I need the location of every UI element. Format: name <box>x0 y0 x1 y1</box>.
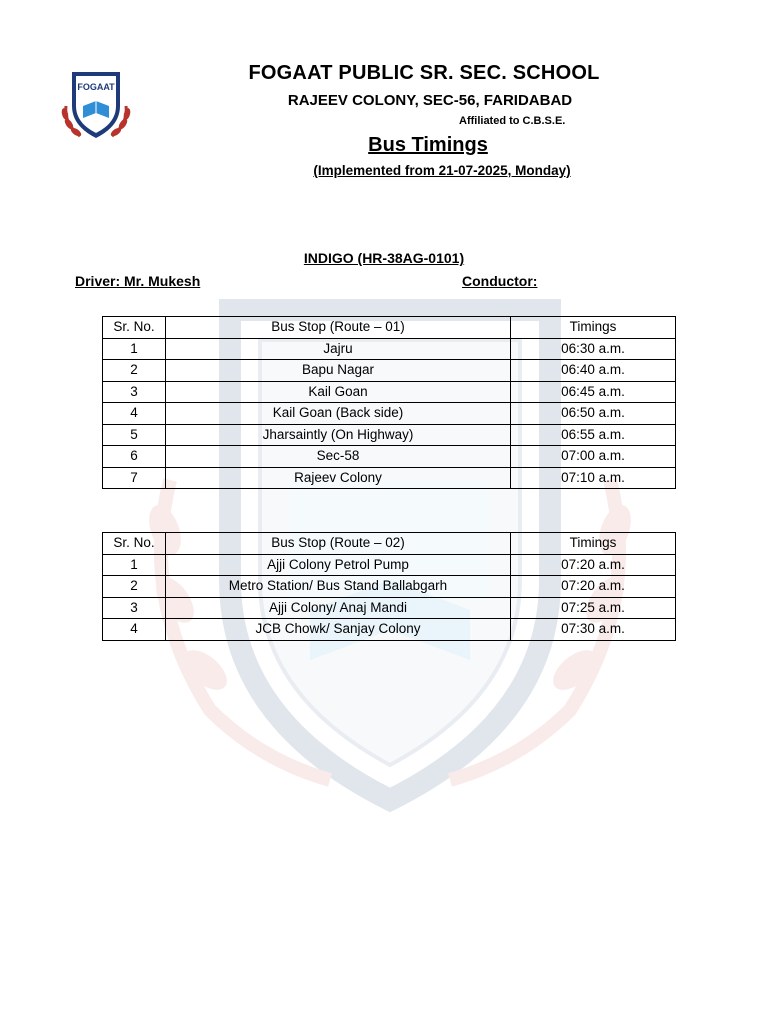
table-cell: Rajeev Colony <box>166 467 511 489</box>
table-cell: Ajji Colony Petrol Pump <box>166 554 511 576</box>
affiliation: Affiliated to C.B.S.E. <box>459 115 566 127</box>
table-cell: Sec-58 <box>166 446 511 468</box>
table-cell: 06:55 a.m. <box>511 424 676 446</box>
school-name: FOGAAT PUBLIC SR. SEC. SCHOOL <box>248 62 600 84</box>
column-header: Bus Stop (Route – 02) <box>166 533 511 555</box>
table-header-row <box>103 317 676 339</box>
route-01-table <box>102 316 676 489</box>
table-cell: 4 <box>103 619 166 641</box>
table-row <box>103 381 676 403</box>
column-header: Sr. No. <box>103 533 166 555</box>
table-cell: Metro Station/ Bus Stand Ballabgarh <box>166 576 511 598</box>
table-cell: 3 <box>103 597 166 619</box>
table-cell: 07:20 a.m. <box>511 554 676 576</box>
table-row <box>103 338 676 360</box>
table-cell: 07:20 a.m. <box>511 576 676 598</box>
table-cell: Jharsaintly (On Highway) <box>166 424 511 446</box>
column-header: Timings <box>511 533 676 555</box>
table-row <box>103 360 676 382</box>
table-cell: 07:25 a.m. <box>511 597 676 619</box>
logo-text: FOGAAT <box>77 82 115 92</box>
table-cell: 2 <box>103 576 166 598</box>
table-cell: 06:45 a.m. <box>511 381 676 403</box>
column-header: Timings <box>511 317 676 339</box>
table-cell: Kail Goan (Back side) <box>166 403 511 425</box>
table-row <box>103 446 676 468</box>
table-row <box>103 554 676 576</box>
table-cell: 3 <box>103 381 166 403</box>
table-cell: Jajru <box>166 338 511 360</box>
table-cell: 2 <box>103 360 166 382</box>
table-cell: JCB Chowk/ Sanjay Colony <box>166 619 511 641</box>
school-address: RAJEEV COLONY, SEC-56, FARIDABAD <box>287 92 573 109</box>
table-cell: 06:40 a.m. <box>511 360 676 382</box>
bus-name: INDIGO (HR-38AG-0101) <box>303 250 465 266</box>
table-cell: 07:00 a.m. <box>511 446 676 468</box>
table-cell: 5 <box>103 424 166 446</box>
table-cell: 07:10 a.m. <box>511 467 676 489</box>
table-cell: 6 <box>103 446 166 468</box>
table-row <box>103 619 676 641</box>
table-cell: 06:50 a.m. <box>511 403 676 425</box>
page-title: Bus Timings <box>368 134 488 156</box>
table-cell: 7 <box>103 467 166 489</box>
conductor-label: Conductor: <box>462 273 538 289</box>
table-cell: Kail Goan <box>166 381 511 403</box>
table-cell: 1 <box>103 338 166 360</box>
column-header: Bus Stop (Route – 01) <box>166 317 511 339</box>
table-cell: 4 <box>103 403 166 425</box>
page-subtitle: (Implemented from 21-07-2025, Monday) <box>313 163 571 178</box>
table-cell: 1 <box>103 554 166 576</box>
table-row <box>103 467 676 489</box>
table-cell: Ajji Colony/ Anaj Mandi <box>166 597 511 619</box>
table-cell: 07:30 a.m. <box>511 619 676 641</box>
table-row <box>103 576 676 598</box>
table-row <box>103 403 676 425</box>
table-row <box>103 424 676 446</box>
table-header-row <box>103 533 676 555</box>
driver-label: Driver: Mr. Mukesh <box>75 273 201 289</box>
column-header: Sr. No. <box>103 317 166 339</box>
table-row <box>103 597 676 619</box>
route-02-table <box>102 532 676 641</box>
table-cell: 06:30 a.m. <box>511 338 676 360</box>
table-cell: Bapu Nagar <box>166 360 511 382</box>
